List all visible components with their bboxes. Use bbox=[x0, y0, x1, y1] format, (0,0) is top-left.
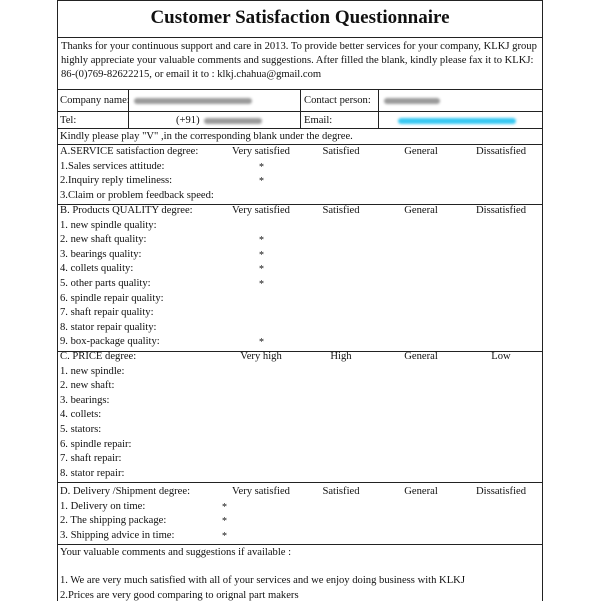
price-row-label: 7. shaft repair: bbox=[60, 453, 122, 465]
quality-row-label: 2. new shaft quality: bbox=[60, 234, 147, 246]
tel-number-redacted bbox=[204, 118, 262, 124]
divider bbox=[378, 89, 379, 128]
delivery-column-header: General bbox=[404, 486, 438, 497]
comment-line: 2.Prices are very good comparing to orignal part makers bbox=[60, 590, 299, 601]
quality-column-header: Satisfied bbox=[322, 205, 360, 216]
quality-row-label: 8. stator repair quality: bbox=[60, 321, 157, 333]
delivery-column-header: Very satisfied bbox=[232, 486, 290, 497]
email-value bbox=[398, 114, 516, 127]
tel-country-code: (+91) bbox=[176, 115, 200, 126]
delivery-column-header: Dissatisfied bbox=[475, 486, 527, 497]
form-title: Customer Satisfaction Questionnaire bbox=[150, 7, 450, 28]
questionnaire-form bbox=[57, 0, 543, 601]
service-row-label: 2.Inquiry reply timeliness: bbox=[60, 175, 173, 187]
price-column-header: Very high bbox=[240, 351, 282, 362]
delivery-rating-mark: * bbox=[222, 516, 227, 528]
service-row-label: 1.Sales services attitude: bbox=[60, 160, 165, 172]
tel-label: Tel: bbox=[60, 115, 77, 126]
price-row-label: 5. stators: bbox=[60, 424, 102, 435]
service-column-header: General bbox=[404, 146, 438, 157]
contact-person-redacted bbox=[384, 98, 440, 104]
delivery-row-label: 2. The shipping package: bbox=[60, 515, 167, 527]
price-row-label: 2. new shaft: bbox=[60, 380, 115, 392]
divider bbox=[58, 128, 542, 129]
service-column-header: Satisfied bbox=[322, 146, 360, 157]
quality-row-label: 4. collets quality: bbox=[60, 263, 134, 275]
delivery-row-label: 3. Shipping advice in time: bbox=[60, 529, 175, 541]
divider bbox=[300, 89, 301, 128]
service-rating-mark: * bbox=[259, 161, 264, 173]
quality-rating-mark: * bbox=[259, 337, 264, 349]
service-column-header: Very satisfied bbox=[232, 146, 290, 157]
price-row-label: 3. bearings: bbox=[60, 394, 110, 406]
quality-heading: B. Products QUALITY degree: bbox=[60, 205, 193, 216]
email-redacted bbox=[398, 118, 516, 124]
quality-row-label: 1. new spindle quality: bbox=[60, 219, 157, 231]
instruction-text: Kindly please play "V" ,in the corresponding blank under the degree. bbox=[60, 131, 353, 142]
delivery-column-header: Satisfied bbox=[322, 486, 360, 497]
quality-column-header: General bbox=[404, 205, 438, 216]
price-row-label: 4. collets: bbox=[60, 409, 102, 421]
email-label: Email: bbox=[304, 115, 333, 126]
price-column-header: Low bbox=[491, 351, 511, 362]
divider bbox=[58, 482, 542, 483]
comments-heading: Your valuable comments and suggestions if available : bbox=[60, 547, 292, 558]
price-column-header: High bbox=[330, 351, 352, 362]
price-row-label: 1. new spindle: bbox=[60, 365, 125, 377]
price-row-label: 8. stator repair: bbox=[60, 467, 125, 479]
quality-row-label: 7. shaft repair quality: bbox=[60, 307, 154, 319]
delivery-heading: D. Delivery /Shipment degree: bbox=[60, 486, 191, 497]
comment-line: 1. We are very much satisfied with all of your services and we enjoy doing business with KLKJ bbox=[60, 575, 465, 586]
price-column-header: General bbox=[404, 351, 438, 362]
delivery-rating-mark: * bbox=[222, 501, 227, 513]
quality-rating-mark: * bbox=[259, 264, 264, 276]
contact-person-label: Contact person: bbox=[304, 95, 371, 106]
delivery-row-label: 1. Delivery on time: bbox=[60, 500, 146, 512]
tel-value bbox=[176, 114, 262, 127]
quality-row-label: 5. other parts quality: bbox=[60, 278, 151, 289]
divider bbox=[58, 37, 542, 38]
quality-row-label: 3. bearings quality: bbox=[60, 248, 142, 260]
service-row-label: 3.Claim or problem feedback speed: bbox=[60, 189, 214, 201]
divider bbox=[58, 544, 542, 545]
quality-row-label: 9. box-package quality: bbox=[60, 336, 160, 348]
service-column-header: Dissatisfied bbox=[475, 146, 527, 157]
company-name-value bbox=[134, 94, 252, 107]
quality-rating-mark: * bbox=[259, 249, 264, 261]
intro-paragraph: Thanks for your continuous support and care in 2013. To provide better services for your company, KLKJ group highly appreciate your valuable comments and suggestions. After filled the blank, kindly please fax it to KLKJ: 86-(0)769-82622215, or email it to : klkj.chahua@gmail.com bbox=[61, 41, 537, 80]
quality-row-label: 6. spindle repair quality: bbox=[60, 292, 164, 304]
quality-column-header: Dissatisfied bbox=[475, 205, 527, 216]
contact-person-value bbox=[384, 94, 440, 107]
company-name-label: Company name: bbox=[60, 95, 130, 106]
quality-rating-mark: * bbox=[259, 279, 264, 290]
company-name-redacted bbox=[134, 98, 252, 104]
quality-column-header: Very satisfied bbox=[232, 205, 290, 216]
service-heading: A.SERVICE satisfaction degree: bbox=[60, 146, 199, 157]
price-row-label: 6. spindle repair: bbox=[60, 438, 132, 450]
price-heading: C. PRICE degree: bbox=[60, 351, 137, 362]
service-rating-mark: * bbox=[259, 176, 264, 188]
quality-rating-mark: * bbox=[259, 235, 264, 247]
delivery-rating-mark: * bbox=[222, 530, 227, 542]
